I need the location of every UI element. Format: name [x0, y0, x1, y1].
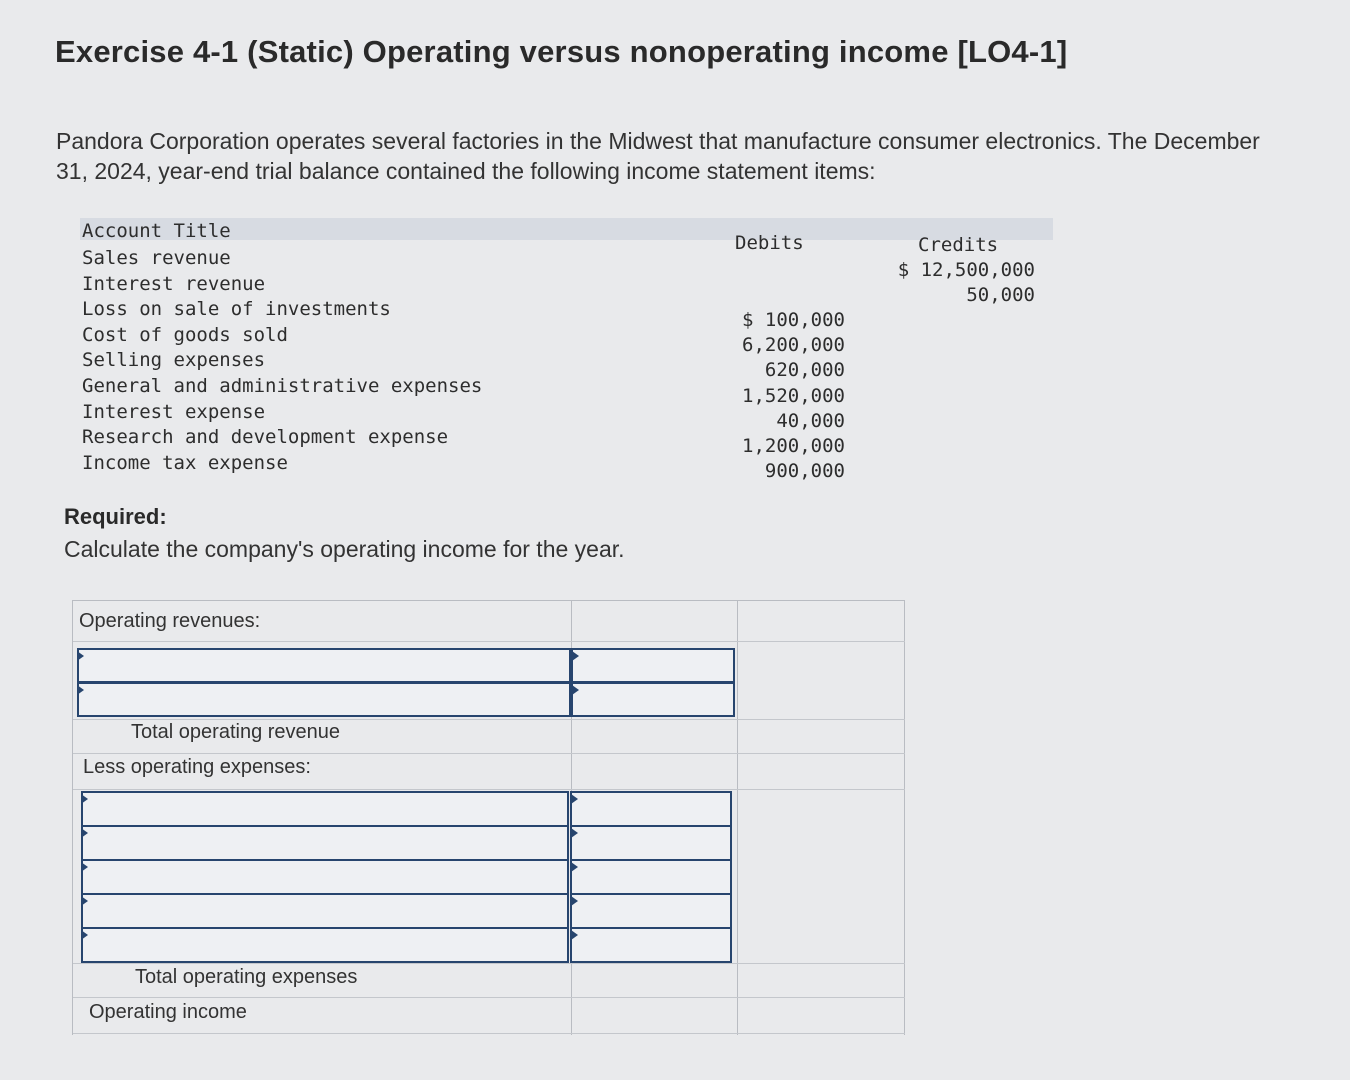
account-row: General and administrative expenses [82, 374, 483, 397]
debit-amount: 6,200,000 [742, 334, 845, 357]
expense-amount-input-1[interactable] [570, 791, 732, 827]
trial-balance-table [80, 218, 1055, 488]
revenue-amount-input-2[interactable] [571, 682, 735, 717]
debit-amount: 620,000 [764, 359, 845, 382]
grid-row-line [73, 789, 905, 790]
expense-amount-input-4[interactable] [570, 893, 732, 929]
input-marker-icon [81, 828, 88, 838]
grid-divider [737, 601, 738, 1035]
credit-amount: 50,000 [966, 284, 1035, 307]
account-row: Interest expense [82, 400, 266, 423]
operating-income-worksheet [72, 600, 905, 1035]
expense-amount-input-3[interactable] [570, 859, 732, 895]
credits-header: Credits [918, 234, 999, 256]
input-marker-icon [571, 896, 578, 906]
revenue-amount-input-1[interactable] [571, 648, 735, 683]
required-label: Required: [64, 504, 167, 529]
credit-amount: $ 12,500,000 [897, 259, 1035, 281]
debit-amount: 1,520,000 [742, 384, 845, 407]
total-operating-expenses-label: Total operating expenses [135, 966, 358, 988]
input-marker-icon [571, 930, 578, 940]
account-row: Loss on sale of investments [82, 298, 391, 321]
operating-revenues-label: Operating revenues: [79, 610, 261, 632]
expense-amount-input-5[interactable] [570, 927, 732, 963]
debit-amount: 900,000 [764, 460, 845, 483]
grid-row-line [73, 997, 905, 998]
revenue-account-input-1[interactable] [77, 648, 571, 683]
account-title-header: Account Title [82, 220, 231, 242]
debits-header: Debits [735, 232, 804, 254]
debits-column [742, 308, 845, 484]
expense-account-input-1[interactable] [81, 791, 569, 827]
operating-income-label: Operating income [89, 1001, 247, 1023]
grid-row-line [73, 753, 905, 754]
account-row: Sales revenue [82, 247, 231, 269]
less-operating-expenses-label: Less operating expenses: [83, 756, 311, 778]
input-marker-icon [77, 651, 84, 661]
total-operating-revenue-label: Total operating revenue [131, 721, 341, 743]
input-marker-icon [572, 651, 579, 661]
input-marker-icon [81, 794, 88, 804]
input-marker-icon [571, 794, 578, 804]
debit-amount: $ 100,000 [742, 309, 845, 331]
input-marker-icon [571, 862, 578, 872]
account-row: Income tax expense [82, 451, 288, 474]
grid-row-line [73, 963, 905, 964]
expense-account-input-4[interactable] [81, 893, 569, 929]
account-row: Interest revenue [82, 272, 266, 295]
expense-account-input-2[interactable] [81, 825, 569, 861]
input-marker-icon [77, 685, 84, 695]
expense-account-input-5[interactable] [81, 927, 569, 963]
account-row: Cost of goods sold [82, 323, 288, 346]
exercise-title: Exercise 4-1 (Static) Operating versus nonoperating income [LO4-1] [55, 34, 1068, 69]
debit-amount: 1,200,000 [742, 434, 845, 457]
account-list [82, 246, 482, 476]
required-text: Calculate the company's operating income for the year. [64, 536, 625, 562]
grid-row-line [73, 1033, 905, 1034]
expense-amount-input-2[interactable] [570, 825, 732, 861]
input-marker-icon [572, 685, 579, 695]
grid-divider [904, 601, 905, 1035]
revenue-account-input-2[interactable] [77, 682, 571, 717]
input-marker-icon [81, 896, 88, 906]
credits-column [898, 258, 1035, 308]
input-marker-icon [81, 862, 88, 872]
grid-row-line [73, 719, 905, 720]
exercise-intro: Pandora Corporation operates several factories in the Midwest that manufacture consumer electronics. The December 31, 2024, year-end trial balance contained the following income statement items: [56, 128, 1260, 184]
account-row: Selling expenses [82, 349, 266, 372]
account-row: Research and development expense [82, 426, 449, 449]
grid-row-line [73, 641, 905, 642]
expense-account-input-3[interactable] [81, 859, 569, 895]
input-marker-icon [571, 828, 578, 838]
debit-amount: 40,000 [776, 409, 845, 432]
input-marker-icon [81, 930, 88, 940]
